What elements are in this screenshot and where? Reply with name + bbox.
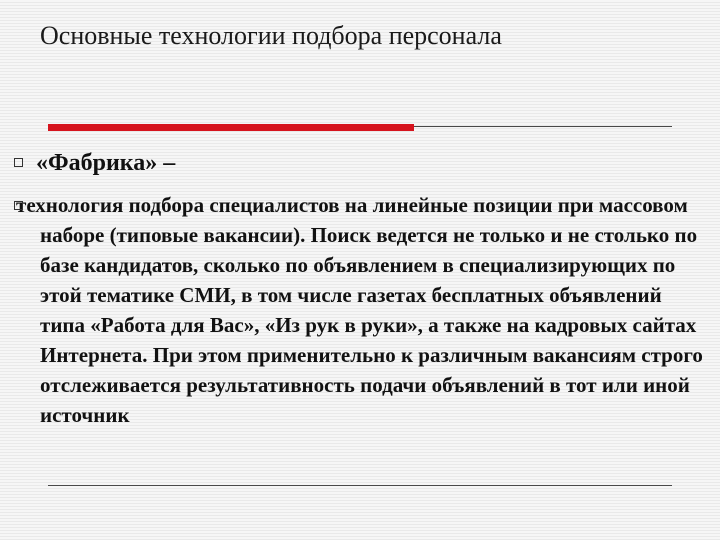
bottom-divider-line (48, 485, 672, 486)
bullet-item-body (14, 190, 704, 430)
slide-title: Основные технологии подбора персонала (40, 21, 502, 50)
subheading: «Фабрика» – (36, 150, 176, 176)
bullet-item-heading (14, 145, 704, 181)
square-bullet-icon (14, 201, 23, 210)
body-paragraph: технология подбора специалистов на линейные позиции при массовом наборе (типовые вакансии). Поиск ведется не только и не столько по базе кандидатов, сколько по объявлением в специализирующих по этой тематике СМИ, в том числе газетах бесплатных объявлений типа «Работа для Вас», «Из рук в руки», а также на кадровых сайтах Интернета. При этом применительно к различным вакансиям строго отслеживается результативность подачи объявлений в тот или иной источник (16, 193, 703, 427)
title-accent-bar (48, 124, 414, 131)
square-bullet-icon (14, 158, 23, 167)
